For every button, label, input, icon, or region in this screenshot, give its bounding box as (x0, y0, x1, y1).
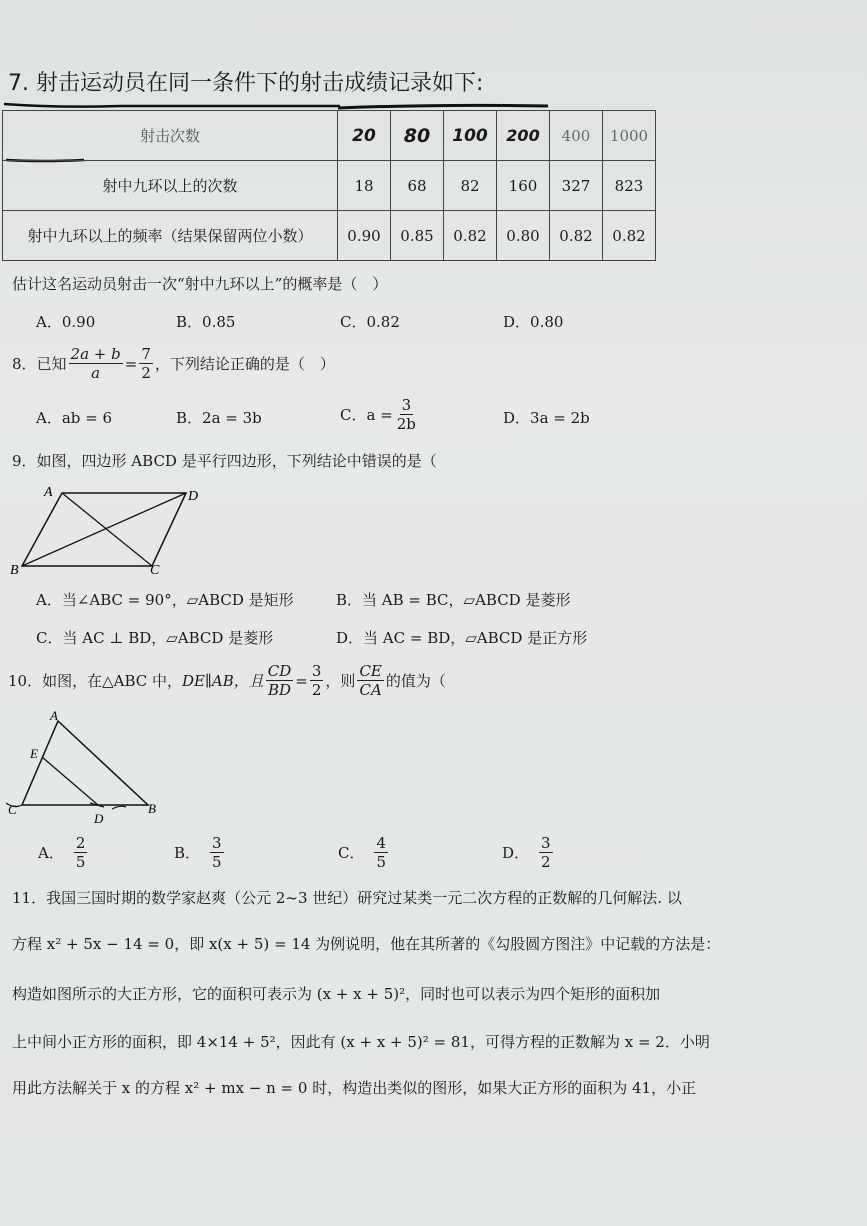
q10-optc-den: 5 (376, 853, 387, 871)
q8-option-a[interactable]: A．ab = 6 (36, 409, 113, 427)
cell-shots-1: 20 (338, 111, 391, 161)
q10-f2-num: 3 (311, 662, 322, 680)
q10-stem (8, 662, 446, 699)
cell-freq-2: 0.85 (391, 211, 444, 261)
q8-optc-den: 2b (396, 415, 416, 433)
q10-f3-den: CA (359, 681, 382, 699)
label-d: D (188, 489, 199, 504)
q7-title: 7. 射击运动员在同一条件下的射击成绩记录如下: (8, 71, 484, 96)
label-c: C (150, 563, 160, 578)
label-d: D (94, 811, 104, 826)
cell-shots-3: 100 (444, 111, 497, 161)
q10-optb-letter: B． (174, 844, 201, 862)
q10-option-a[interactable] (38, 834, 89, 871)
q9-option-d[interactable]: D．当 AC = BD，▱ABCD 是正方形 (336, 629, 588, 647)
cell-shots-2: 80 (391, 111, 444, 161)
q10-fraction-3 (357, 662, 383, 699)
cell-hits-1: 18 (338, 161, 391, 211)
cell-hits-6: 823 (603, 161, 656, 211)
table-row (3, 211, 656, 261)
label-c: C (8, 802, 17, 817)
q10-fraction-1 (266, 662, 294, 699)
q10-opta-num: 2 (75, 834, 86, 852)
q8-prefix: 8．已知 (12, 355, 67, 373)
row-label-hits: 射中九环以上的次数 (3, 161, 338, 211)
q10-optd-den: 2 (541, 853, 551, 871)
q11-line-5: 用此方法解关于 x 的方程 x² + mx − n = 0 时，构造出类似的图形，如果大正方形的面积为 41，小正 (12, 1079, 697, 1097)
q9-option-a[interactable]: A．当∠ABC = 90°，▱ABCD 是矩形 (36, 591, 294, 609)
q10-optc-fraction (374, 834, 388, 871)
cell-freq-3: 0.82 (444, 211, 497, 261)
q10-prefix: 10．如图，在△ABC 中， (8, 672, 183, 690)
q7-option-c[interactable]: C．0.82 (340, 313, 400, 331)
q10-optb-fraction (210, 834, 224, 871)
label-b: B (10, 563, 19, 578)
q10-optd-letter: D． (502, 844, 530, 862)
q8-stem (12, 345, 335, 382)
q10-option-d[interactable] (502, 834, 555, 871)
q10-f3-num: CE (359, 662, 382, 680)
label-a: A (44, 485, 53, 500)
row-label-shots: 射击次数 (3, 111, 338, 161)
q10-condition: DE∥AB，且 (182, 672, 264, 690)
q8-rhs-num: 7 (141, 345, 151, 363)
cell-hits-4: 160 (497, 161, 550, 211)
q8-eq: = (124, 354, 138, 373)
q10-optc-letter: C． (338, 844, 365, 862)
row-label-freq: 射中九环以上的频率（结果保留两位小数） (3, 211, 338, 261)
q10-optc-num: 4 (376, 834, 387, 852)
q8-rhs-den: 2 (141, 364, 151, 382)
q10-f1-num: CD (267, 662, 292, 680)
q8-suffix: ，下列结论正确的是（ ） (154, 355, 335, 373)
q8-option-d[interactable]: D．3a = 2b (503, 409, 590, 427)
cell-freq-4: 0.80 (497, 211, 550, 261)
q8-frac-num: 2a + b (70, 345, 121, 363)
q11-line-4: 上中间小正方形的面积，即 4×14 + 5²，因此有 (x + x + 5)² = 81，可得方程的正数解为 x = 2．小明 (12, 1033, 710, 1051)
q9-option-b[interactable]: B．当 AB = BC，▱ABCD 是菱形 (336, 591, 571, 609)
cell-shots-4: 200 (497, 111, 550, 161)
table-row (3, 111, 656, 161)
cell-shots-6: 1000 (603, 111, 656, 161)
q8-option-b[interactable]: B．2a = 3b (176, 409, 262, 427)
label-b: B (148, 801, 156, 816)
q10-optd-num: 3 (541, 834, 551, 852)
q10-opta-den: 5 (75, 853, 86, 871)
q10-optb-den: 5 (212, 853, 222, 871)
cell-hits-2: 68 (391, 161, 444, 211)
q10-f1-den: BD (268, 681, 292, 699)
q10-opta-letter: A． (38, 844, 64, 862)
q9-option-c[interactable]: C．当 AC ⊥ BD，▱ABCD 是菱形 (36, 629, 274, 647)
q8-rhs-fraction (139, 345, 153, 382)
q8-optc-prefix: C．a = (340, 406, 393, 424)
q10-mid: ，则 (325, 672, 356, 690)
q10-option-c[interactable] (338, 834, 390, 871)
cell-hits-5: 327 (550, 161, 603, 211)
triangle-figure (0, 705, 180, 830)
q10-optb-num: 3 (212, 834, 222, 852)
q11-line-3: 构造如图所示的大正方形，它的面积可表示为 (x + x + 5)²，同时也可以表示为四个矩形的面积加 (12, 985, 661, 1003)
q7-option-a[interactable]: A．0.90 (36, 313, 96, 331)
cell-hits-3: 82 (444, 161, 497, 211)
parallelogram-figure (0, 480, 220, 580)
q9-stem: 9．如图，四边形 ABCD 是平行四边形，下列结论中错误的是（ (12, 452, 437, 470)
q8-fraction (69, 345, 123, 382)
q7-option-d[interactable]: D．0.80 (503, 313, 564, 331)
q7-question: 估计这名运动员射击一次“射中九环以上”的概率是（ ） (12, 275, 388, 293)
shooting-record-table (2, 110, 656, 261)
cell-shots-5: 400 (550, 111, 603, 161)
label-a: A (50, 708, 58, 723)
table-row (3, 161, 656, 211)
q8-option-c[interactable] (340, 396, 420, 433)
q8-frac-den: a (91, 364, 101, 382)
q8-optc-num: 3 (401, 396, 412, 414)
q10-suffix: 的值为（ (385, 672, 446, 690)
cell-freq-1: 0.90 (338, 211, 391, 261)
q10-eq: = (295, 671, 308, 690)
q10-optd-fraction (539, 834, 553, 871)
label-e: E (30, 746, 38, 761)
cell-freq-6: 0.82 (603, 211, 656, 261)
q7-option-b[interactable]: B．0.85 (176, 313, 236, 331)
q11-line-1: 11．我国三国时期的数学家赵爽（公元 2~3 世纪）研究过某类一元二次方程的正数解的几何解法. 以 (12, 889, 682, 907)
q11-line-2: 方程 x² + 5x − 14 = 0，即 x(x + 5) = 14 为例说明，他在其所著的《勾股圆方图注》中记载的方法是： (12, 935, 721, 953)
q10-f2-den: 2 (311, 681, 322, 699)
q10-fraction-2 (310, 662, 324, 699)
q8-optc-fraction (395, 396, 418, 433)
q10-opta-fraction (74, 834, 88, 871)
q10-option-b[interactable] (174, 834, 226, 871)
cell-freq-5: 0.82 (550, 211, 603, 261)
